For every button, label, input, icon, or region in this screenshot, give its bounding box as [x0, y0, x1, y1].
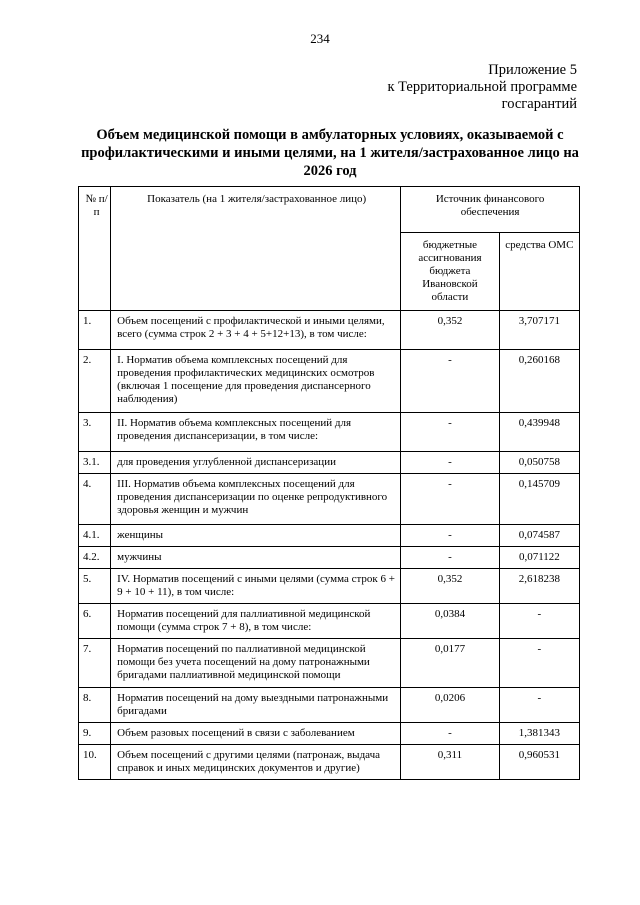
row-oms-value: 2,618238: [499, 569, 579, 604]
row-budget-value: 0,0384: [401, 604, 500, 639]
table-row: [79, 639, 580, 688]
row-indicator: мужчины: [111, 547, 401, 569]
row-budget-value: -: [401, 723, 500, 745]
table-row: [79, 745, 580, 780]
volume-table: [78, 186, 580, 780]
row-oms-value: 0,074587: [499, 525, 579, 547]
row-indicator: IV. Норматив посещений с иными целями (сумма строк 6 + 9 + 10 + 11), в том числе:: [111, 569, 401, 604]
row-indicator: Объем посещений с другими целями (патронаж, выдача справок и иных медицинских документов и другие): [111, 745, 401, 780]
row-oms-value: 0,260168: [499, 350, 579, 413]
appendix-header: [387, 62, 577, 113]
row-num: 9.: [79, 723, 111, 745]
row-indicator: Норматив посещений для паллиативной медицинской помощи (сумма строк 7 + 8), в том числе:: [111, 604, 401, 639]
row-budget-value: -: [401, 474, 500, 525]
row-num: 7.: [79, 639, 111, 688]
row-indicator: Норматив посещений на дому выездными патронажными бригадами: [111, 688, 401, 723]
row-num: 10.: [79, 745, 111, 780]
row-oms-value: 0,960531: [499, 745, 579, 780]
appendix-line-2: к Территориальной программе: [387, 79, 577, 95]
row-budget-value: -: [401, 413, 500, 452]
page-number: 234: [310, 31, 330, 46]
row-oms-value: -: [499, 604, 579, 639]
row-budget-value: 0,352: [401, 311, 500, 350]
row-num: 6.: [79, 604, 111, 639]
table-row: [79, 723, 580, 745]
row-indicator: для проведения углубленной диспансеризации: [111, 452, 401, 474]
row-num: 3.: [79, 413, 111, 452]
row-indicator: II. Норматив объема комплексных посещений для проведения диспансеризации, в том числе:: [111, 413, 401, 452]
row-indicator: женщины: [111, 525, 401, 547]
row-oms-value: -: [499, 639, 579, 688]
row-budget-value: 0,352: [401, 569, 500, 604]
row-budget-value: -: [401, 525, 500, 547]
row-oms-value: 0,071122: [499, 547, 579, 569]
table-row: [79, 350, 580, 413]
table-row: [79, 413, 580, 452]
row-oms-value: 3,707171: [499, 311, 579, 350]
header-indicator: Показатель (на 1 жителя/застрахованное лицо): [111, 187, 401, 311]
row-indicator: Объем разовых посещений в связи с заболеванием: [111, 723, 401, 745]
table-row: [79, 311, 580, 350]
row-budget-value: -: [401, 452, 500, 474]
table-row: [79, 569, 580, 604]
row-num: 3.1.: [79, 452, 111, 474]
row-budget-value: -: [401, 350, 500, 413]
table-row: [79, 688, 580, 723]
header-num: № п/п: [79, 187, 111, 311]
row-num: 5.: [79, 569, 111, 604]
row-indicator: Норматив посещений по паллиативной медицинской помощи без учета посещений на дому патронажными бригадами паллиативной медицинской помощи: [111, 639, 401, 688]
row-indicator: III. Норматив объема комплексных посещений для проведения диспансеризации по оценке репродуктивного здоровья женщин и мужчин: [111, 474, 401, 525]
row-oms-value: 0,145709: [499, 474, 579, 525]
row-budget-value: 0,0177: [401, 639, 500, 688]
row-num: 4.2.: [79, 547, 111, 569]
row-oms-value: 0,439948: [499, 413, 579, 452]
row-indicator: Объем посещений с профилактической и иными целями, всего (сумма строк 2 + 3 + 4 + 5+12+13), в том числе:: [111, 311, 401, 350]
table-row: [79, 474, 580, 525]
row-budget-value: 0,0206: [401, 688, 500, 723]
row-oms-value: 0,050758: [499, 452, 579, 474]
header-row: [79, 187, 580, 233]
row-budget-value: 0,311: [401, 745, 500, 780]
table-row: [79, 452, 580, 474]
document-title: Объем медицинской помощи в амбулаторных условиях, оказываемой с профилактическими и иными целями, на 1 жителя/застрахованное лицо на 2026 год: [81, 127, 579, 179]
header-source: Источник финансового обеспечения: [401, 187, 580, 233]
header-budget: бюджетные ассигнования бюджета Ивановской области: [401, 233, 500, 311]
row-num: 4.: [79, 474, 111, 525]
appendix-line-3: госгарантий: [501, 96, 577, 112]
row-oms-value: 1,381343: [499, 723, 579, 745]
row-num: 1.: [79, 311, 111, 350]
row-oms-value: -: [499, 688, 579, 723]
header-oms: средства ОМС: [499, 233, 579, 311]
table-row: [79, 604, 580, 639]
row-num: 4.1.: [79, 525, 111, 547]
row-indicator: I. Норматив объема комплексных посещений для проведения профилактических медицинских осмотров (включая 1 посещение для проведения диспансерного наблюдения): [111, 350, 401, 413]
row-budget-value: -: [401, 547, 500, 569]
table-row: [79, 525, 580, 547]
row-num: 2.: [79, 350, 111, 413]
table-row: [79, 547, 580, 569]
row-num: 8.: [79, 688, 111, 723]
appendix-line-1: Приложение 5: [488, 62, 577, 78]
